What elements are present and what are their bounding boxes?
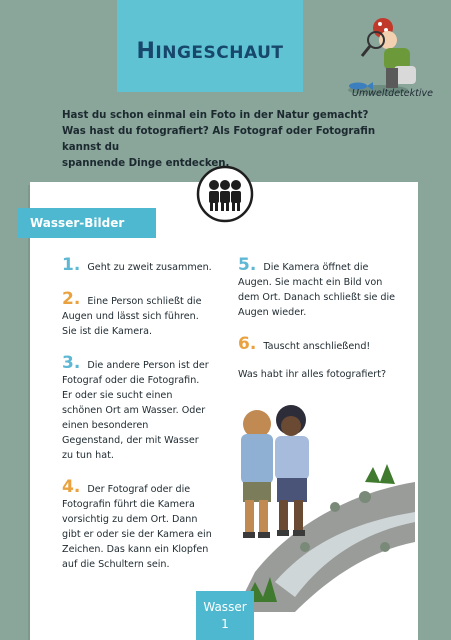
step-text: Die andere Person ist der Fotograf oder die Fotografin. Er oder sie sucht einen schönen Ort am Wasser. Oder einen besonderen Gegenstand, der mit Wasser zu tun hat. [62, 360, 209, 461]
intro-text [62, 108, 407, 172]
step-item [62, 289, 212, 339]
step-item [62, 255, 212, 275]
title-banner [117, 0, 303, 92]
group-work-icon [196, 165, 254, 223]
closing-question: Was habt ihr alles fotografiert? [238, 369, 387, 380]
page-title: HINGESCHAUT [136, 38, 284, 64]
steps-right-column [238, 255, 403, 382]
intro-line: spannende Dinge entdecken. [62, 158, 230, 169]
step-text: Geht zu zweit zusammen. [87, 262, 212, 273]
step-number: 5. [238, 255, 257, 275]
intro-line: Hast du schon einmal ein Foto in der Natur gemacht? [62, 110, 369, 121]
children-by-stream-illustration [215, 372, 415, 612]
step-text: Eine Person schließt die Augen und lässt sich führen. Sie ist die Kamera. [62, 296, 202, 337]
step-text: Der Fotograf oder die Fotografin führt die Kamera vorsichtig zu dem Ort. Dann gibt er oder sie der Kamera ein Zeichen. Das kann ein Klopfen auf die Schultern sein. [62, 484, 212, 570]
page-number: 1 [221, 617, 229, 631]
step-text: Tauscht anschließend! [263, 341, 371, 352]
steps-left-column [62, 255, 212, 589]
step-number: 3. [62, 353, 81, 373]
chapter-tab [196, 591, 254, 640]
step-item [62, 477, 212, 572]
step-text: Die Kamera öffnet die Augen. Sie macht ein Bild von dem Ort. Danach schließt sie die Augen wieder. [238, 262, 396, 318]
mascot-caption: Umweltdetektive [352, 88, 433, 99]
step-item [238, 255, 403, 320]
intro-line: Was hast du fotografiert? Als Fotograf oder Fotografin kannst du [62, 126, 376, 153]
step-item [238, 334, 403, 354]
step-number: 6. [238, 334, 257, 354]
step-item [62, 353, 212, 463]
chapter-label: Wasser [203, 600, 247, 614]
step-number: 4. [62, 477, 81, 497]
section-heading: Wasser-Bilder [18, 208, 156, 238]
step-number: 1. [62, 255, 81, 275]
detective-mascot-illustration [338, 10, 438, 100]
step-number: 2. [62, 289, 81, 309]
